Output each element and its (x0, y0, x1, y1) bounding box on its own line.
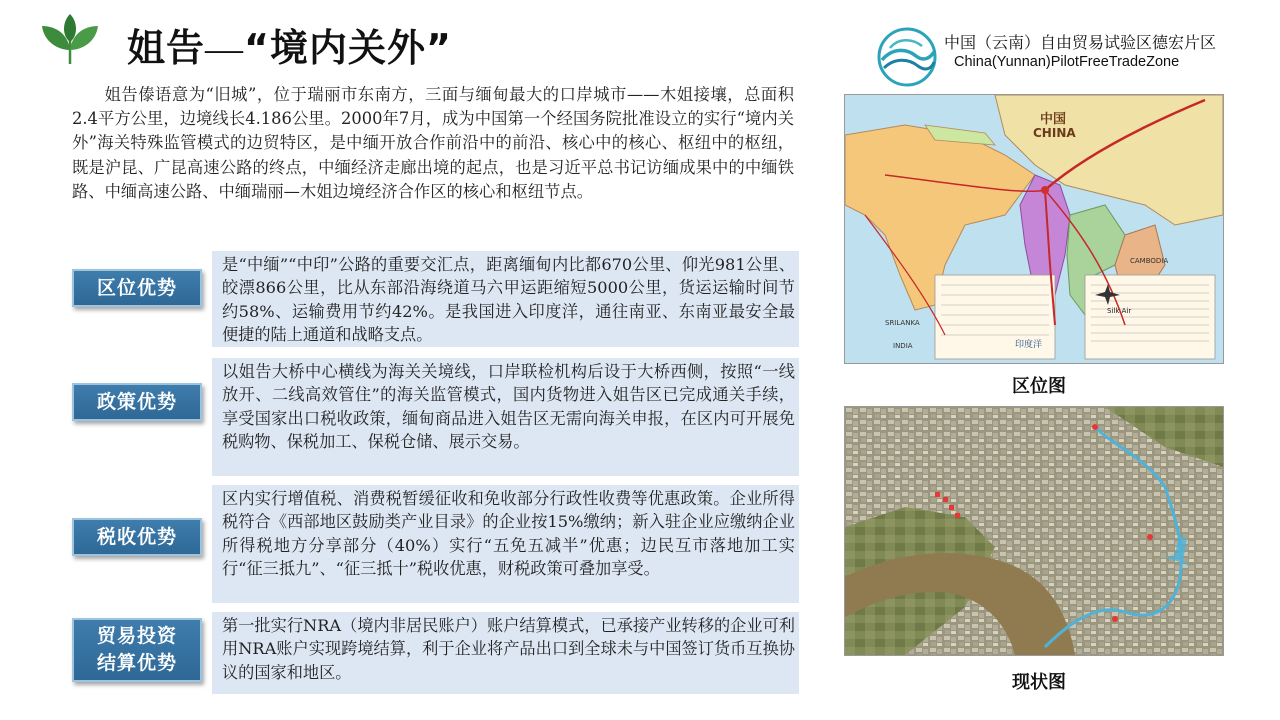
page-title: 姐告—“境内关外” (127, 26, 452, 70)
leaf-logo-icon (40, 14, 100, 66)
aerial-photo-drawing (845, 407, 1223, 655)
map-label-india-en: INDIA (893, 342, 913, 350)
text-policy-advantage: 以姐告大桥中心横线为海关关境线，口岸联检机构后设于大桥西侧，按照“一线放开、二线高效管住”的海关监管模式，国内货物进入姐告区已完成通关手续，享受国家出口税收政策，缅甸商品进入姐告区无需向海关申报，在区内可开展免税购物、保税加工、保税仓储、展示交易。 (212, 358, 799, 476)
map-label-china-cn: 中国 (1040, 112, 1067, 127)
label-trade-settlement-advantage (72, 618, 202, 682)
label-line-1: 贸易投资 (96, 625, 177, 647)
map-label-indian-ocean: 印度洋 (1015, 340, 1043, 350)
text-trade-settlement-advantage: 第一批实行NRA（境内非居民账户）账户结算模式，已承接产业转移的企业可利用NRA账户实现跨境结算，利于企业将产品出口到全球未与中国签订货币互换协议的国家和地区。 (212, 612, 799, 694)
map-label-srilanka: SRILANKA (885, 319, 920, 327)
org-name-cn: 中国（云南）自由贸易试验区德宏片区 (944, 33, 1217, 52)
location-map (844, 94, 1224, 364)
intro-paragraph: 姐告傣语意为“旧城”，位于瑞丽市东南方，三面与缅甸最大的口岸城市——木姐接壤，总面积2.4平方公里，边境线长4.186公里。2000年7月，成为中国第一个经国务院批准设立的实行“境内关外”海关特殊监管模式的边贸特区，是中缅开放合作前沿中的前沿、核心中的核心、枢纽中的枢纽，既是沪昆、广昆高速公路的终点，中缅经济走廊出境的起点，也是习近平总书记访缅成果中的中缅铁路、中缅高速公路、中缅瑞丽—木姐边境经济合作区的核心和枢纽节点。 (72, 85, 794, 201)
text-location-advantage: 是“中缅”“中印”公路的重要交汇点，距离缅甸内比都670公里、仰光981公里、皎漂866公里，比从东部沿海绕道马六甲运距缩短5000公里，货运运输时间节约58%、运输费用节约42%。是我国进入印度洋，通往南亚、东南亚最安全最便捷的陆上通道和战略支点。 (212, 251, 799, 347)
label-tax-advantage: 税收优势 (72, 518, 202, 556)
label-location-advantage: 区位优势 (72, 269, 202, 307)
location-map-caption: 区位图 (1012, 376, 1066, 397)
org-name-en: China(Yunnan)PilotFreeTradeZone (954, 54, 1180, 70)
label-policy-advantage: 政策优势 (72, 383, 202, 421)
aerial-photo-caption: 现状图 (1012, 672, 1066, 693)
map-label-silk-air: Silk Air (1107, 307, 1132, 315)
location-map-drawing (845, 95, 1223, 363)
ftz-logo-icon (872, 26, 942, 88)
map-label-cambodia: CAMBODIA (1130, 257, 1169, 265)
label-line-2: 结算优势 (96, 652, 177, 674)
text-tax-advantage: 区内实行增值税、消费税暂缓征收和免收部分行政性收费等优惠政策。企业所得税符合《西部地区鼓励类产业目录》的企业按15%缴纳；新入驻企业应缴纳企业所得税地方分享部分（40%）实行“五免五减半”优惠；边民互市落地加工实行“征三抵九”、“征三抵十”税收优惠，财税政策可叠加享受。 (212, 485, 799, 603)
map-label-china-en: CHINA (1033, 126, 1076, 140)
aerial-photo (844, 406, 1224, 656)
